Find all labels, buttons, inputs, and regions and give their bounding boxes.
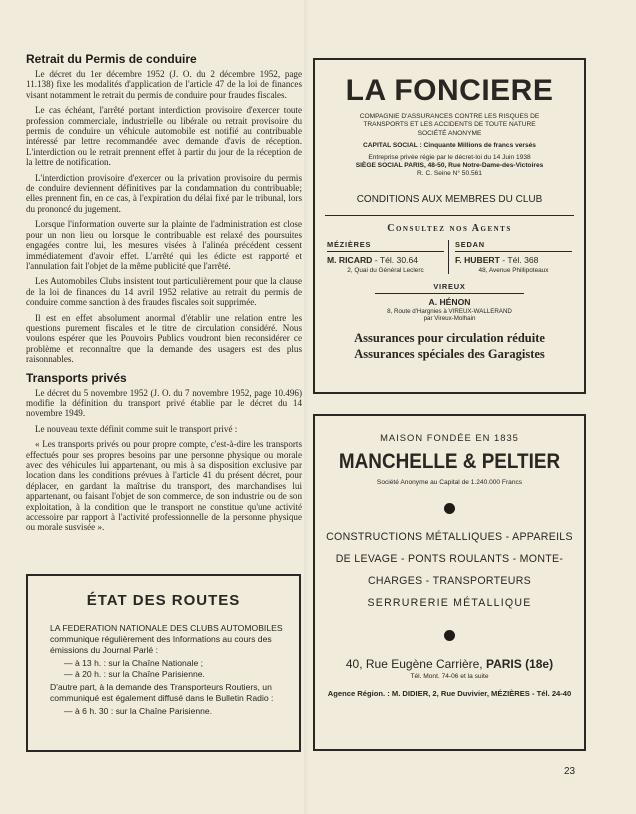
manchelle-products [315,526,584,614]
fonciere-capital: CAPITAL SOCIAL : Cinquante Millions de francs versés [363,142,536,150]
fonciere-name: LA FONCIERE [345,74,554,107]
list-item: — à 20 h. : sur la Chaîne Parisienne. [64,669,205,679]
agent-tel: - Tél. 30.64 [374,254,419,265]
agent-sedan [449,240,572,274]
manchelle-founded: MAISON FONDÉE EN 1835 [380,432,519,443]
list-item: — à 6 h. 30 : sur la Chaîne Parisienne. [64,706,213,716]
bullet-dot-icon [444,630,455,641]
agent-city: MÉZIÈRES [327,239,372,249]
manchelle-city: PARIS (18e) [485,657,554,671]
fonciere-line2: SOCIÉTÉ ANONYME [417,129,482,137]
manchelle-capital: Société Anonyme au Capital de 1.240.000 Francs [376,479,523,486]
fonciere-rc: R. C. Seine N° 50.561 [417,170,482,178]
product-line: CHARGES - TRANSPORTEURS [367,575,532,587]
permis-para-3: L'interdiction provisoire d'exercer ou la privation provisoire du permis de conduire deviennent définitives par la condamnation du contribuable; elles prennent fin, en ce cas, à l'expiration du délai fixé par le tribunal, lors du prononcé du jugement. [26,172,302,214]
agent-vireux [375,282,524,322]
agent-address-2: par Vireux-Molhain [423,314,476,322]
la-fonciere-ad [313,58,586,394]
product-line: SERRURERIE MÉTALLIQUE [367,597,532,609]
fonciere-slogan-1: Assurances pour circulation réduite [354,330,545,345]
transports-para-1: Le décret du 5 novembre 1952 (J. O. du 7 novembre 1952, page 10.496) modifie la définition du transport privé établie par le décret du 14 novembre 1949. [26,387,302,419]
etat-schedule-list-2 [64,706,283,717]
agent-address: 48, Avenue Phillipoteaux [478,266,549,274]
fonciere-entreprise: Entreprise privée régie par le décret-loi du 14 Juin 1938 [368,153,531,161]
fonciere-slogan-2: Assurances spéciales des Garagistes [354,346,545,361]
section-title-permis: Retrait du Permis de conduire [26,52,197,66]
agent-address: 8, Route d'Hargnies à VIREUX-WALLERAND [387,307,512,315]
transports-para-2: Le nouveau texte définit comme suit le transport privé : [35,423,238,434]
fonciere-conditions: CONDITIONS AUX MEMBRES DU CLUB [356,193,543,205]
fonciere-siege: SIÈGE SOCIAL PARIS, 48-50, Rue Notre-Dame-des-Victoires [355,162,544,170]
etat-des-routes-box [26,574,301,752]
manchelle-peltier-ad [313,414,586,751]
etat-other: D'autre part, à la demande des Transporteurs Routiers, un communiqué est également diffusé dans le Bulletin Radio : [50,682,274,703]
manchelle-agence-label: Agence Région. : [327,689,390,698]
product-line: CONSTRUCTIONS MÉTALLIQUES - APPAREILS [326,531,573,543]
fonciere-consultez: Consultez nos Agents [387,222,512,234]
left-column [26,52,302,538]
bullet-dot-icon [444,503,455,514]
permis-para-5: Les Automobiles Clubs insistent tout particulièrement pour que la clause de la loi de finances du 14 avril 1952 relative au retrait du permis de conduire comme sanction à des fraudes fiscales soit supprimée. [26,276,302,308]
permis-para-1: Le décret du 1er décembre 1952 (J. O. du 2 décembre 1952, page 11.138) fixe les modalités d'application de l'article 47 de la loi de finances visant notamment le retrait du permis de conduire pour fraudes fiscales. [26,69,302,100]
agent-tel: - Tél. 368 [502,254,539,265]
permis-para-6: Il est en effet absolument anormal d'établir une relation entre les questions purement fiscales et le titre de circulation considéré. Nous voulons espérer que les Pouvoirs Publics voudront bien reconsidérer ce problème et reconnaître que la demande des usagers est des plus raisonnables. [26,312,302,365]
section-title-transports: Transports privés [26,370,127,385]
etat-intro: LA FEDERATION NATIONALE DES CLUBS AUTOMOBILES communique régulièrement des Informations au cours des émissions du Journal Parlé : [50,623,283,655]
manchelle-name: MANCHELLE & PELTIER [338,450,561,473]
page-fold-shadow [304,0,310,814]
agent-name: A. HÉNON [375,293,524,307]
fonciere-line1: COMPAGNIE D'ASSURANCES CONTRE LES RISQUES DE TRANSPORTS ET LES ACCIDENTS DE TOUTE NATURE [359,113,540,129]
product-line: DE LEVAGE - PONTS ROULANTS - MONTE- [335,553,564,565]
agent-address: 2, Quai du Général Leclerc [347,266,424,274]
permis-para-2: Le cas échéant, l'arrêté portant interdiction provisoire d'exercer toute profession commerciale, industrielle ou libérale ou retrait provisoire du permis de conduire un véhicule automobile est notifié au contribuable intéressé par lettre recommandée avec demande d'avis de réception. L'interdiction ou le retrait prennent effet à partir du jour de la réception de la lettre de notification. [26,105,302,168]
agent-city: SEDAN [455,239,485,249]
page-number: 23 [564,766,576,777]
list-item: — à 13 h. : sur la Chaîne Nationale ; [64,658,204,668]
manchelle-tel: Tél. Mont. 74-06 et la suite [410,673,489,680]
agent-city: VIREUX [433,281,466,291]
manchelle-agence: M. DIDIER, 2, Rue Duvivier, MÉZIÈRES - Tél. 24-40 [391,689,572,698]
permis-para-4: Lorsque l'information ouverte sur la plainte de l'administration est close pour un non lieu ou lorsque le contribuable est relaxé des poursuites engagées contre lui, les mesures visées à l'alinéa précédent cessent immédiatement d'avoir effet. L'arrêté qui les édicte est rapporté et l'annulation fait l'objet de la même publicité que l'arrêté. [26,219,302,271]
etat-schedule-list [64,658,283,680]
transports-para-3: « Les transports privés ou pour propre compte, c'est-à-dire les transports effectués pour ses propres besoins par une personne physique ou morale avec des véhicules lui appartenant, ou mis à sa disposition exclusive par location dans les conditions prévues à l'article 41 du présent décret, pour déplacer, en gardant la maîtrise du transport, des marchandises lui appartenant, ou faisant l'objet de son commerce, de son industrie ou de son exploitation, à la condition que le transport ne constitue qu'une activité accessoire par rapport à l'activité professionnelle de la personne physique ou morale susvisée ». [26,439,302,533]
manchelle-address: 40, Rue Eugène Carrière, [345,657,483,671]
agent-name: M. RICARD [327,254,373,265]
etat-title: ÉTAT DES ROUTES [86,592,241,609]
agent-name: F. HUBERT [455,254,500,265]
agent-mezieres [327,240,449,274]
